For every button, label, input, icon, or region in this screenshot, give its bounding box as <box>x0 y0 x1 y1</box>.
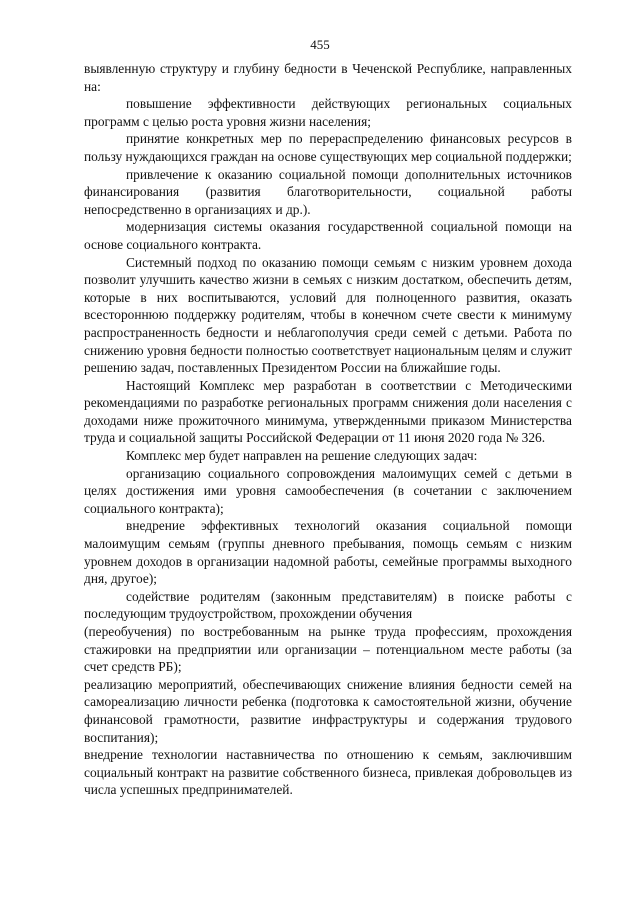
paragraph: Комплекс мер будет направлен на решение следующих задач: <box>126 448 478 464</box>
paragraph: Настоящий Комплекс мер разработан в соответствии с Методическими рекомендациями по разработке региональных программ снижения доли населения с доходами ниже прожиточного минимума, утвержденными приказом Министерства труда и социальной защиты Российской Федерации от 11 июня 2020 года № 326. <box>84 377 572 446</box>
paragraph: принятие конкретных мер по перераспределению финансовых ресурсов в пользу нуждающихся граждан на основе существующих мер социальной поддержки; <box>84 131 572 164</box>
paragraph: внедрение технологии наставничества по отношению к семьям, заключившим социальный контракт на развитие собственного бизнеса, привлекая добровольцев из числа успешных предпринимателей. <box>84 747 572 798</box>
paragraph: организацию социального сопровождения малоимущих семей с детьми в целях достижения ими уровня самообеспечения (в сочетании с заключением социального контракта); <box>84 465 572 516</box>
paragraph: (переобучения) по востребованным на рынке труда профессиям, прохождения стажировки на предприятии или организации – потенциальном месте работы (за счет средств РБ); <box>84 624 572 675</box>
paragraph: повышение эффективности действующих региональных социальных программ с целью роста уровня жизни населения; <box>84 96 572 129</box>
paragraph: Системный подход по оказанию помощи семьям с низким уровнем дохода позволит улучшить качество жизни в семьях с низким достатком, обеспечить детям, которые в них воспитываются, условий для полноценного развития, оказать всестороннюю поддержку родителям, чтобы в конечном счете свести к минимуму распространенность бедности и неблагополучия среди семей с детьми. Работа по снижению уровня бедности полностью соответствует национальным целям и служит решению задач, поставленных Президентом России на ближайшие годы. <box>84 254 572 376</box>
paragraph: привлечение к оказанию социальной помощи дополнительных источников финансирования (развития благотворительности, социальной работы непосредственно в организациях и др.). <box>84 166 572 217</box>
page-number: 455 <box>310 37 330 52</box>
document-body <box>84 60 572 799</box>
paragraph: реализацию мероприятий, обеспечивающих снижение влияния бедности семей на самореализацию личности ребенка (подготовка к самостоятельной жизни, обучение финансовой грамотности, развитие инфраструктуры и содержания трудового воспитания); <box>84 676 572 745</box>
paragraph: содействие родителям (законным представителям) в поиске работы с последующим трудоустройством, прохождении обучения <box>84 588 572 622</box>
paragraph: внедрение эффективных технологий оказания социальной помощи малоимущим семьям (группы дневного пребывания, помощь семьям с низким уровнем доходов в организации надомной работы, семейные программы выходного дня, другое); <box>84 518 572 587</box>
paragraph: выявленную структуру и глубину бедности в Чеченской Республике, направленных на: <box>84 61 572 94</box>
paragraph: модернизация системы оказания государственной социальной помощи на основе социального контракта. <box>84 219 572 252</box>
